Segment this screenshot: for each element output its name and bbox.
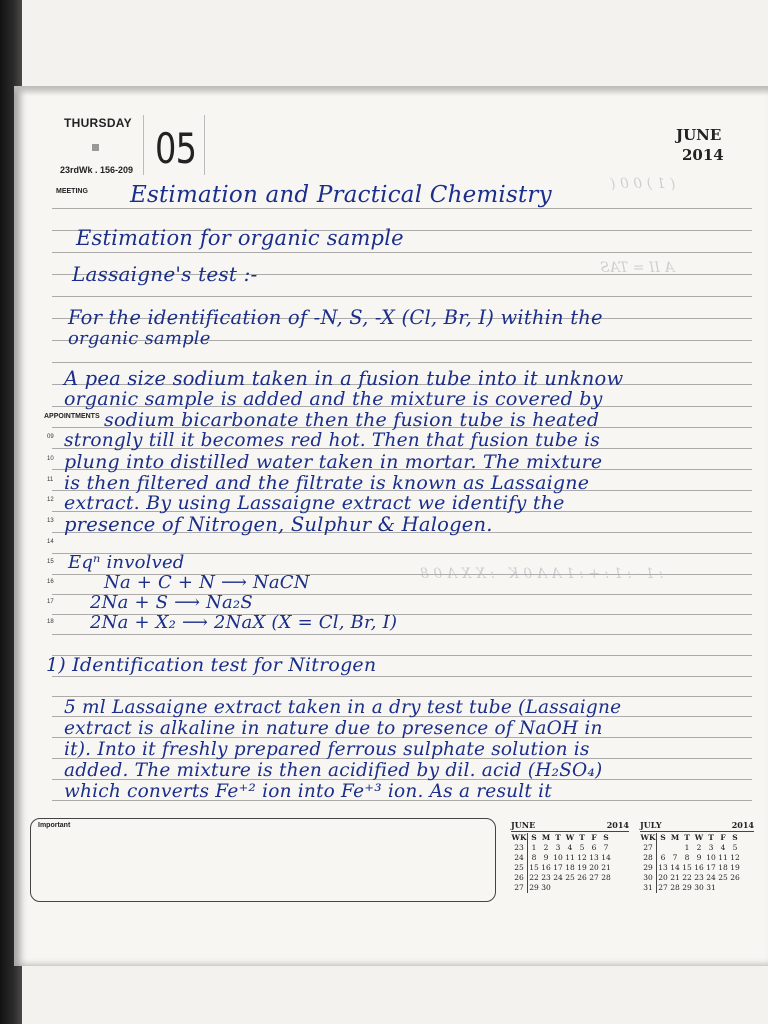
- handwritten-line: organic sample is added and the mixture is covered by: [64, 388, 603, 410]
- subheading: Lassaigne's test :-: [72, 262, 258, 286]
- week-label: 23rdWk . 156-209: [60, 165, 134, 175]
- handwritten-line: organic sample: [68, 328, 211, 349]
- handwritten-line: strongly till it becomes red hot. Then that fusion tube is: [64, 430, 600, 451]
- calendar-cell: 27: [511, 883, 528, 893]
- calendar-cell: T: [708, 833, 714, 842]
- day-marker: [92, 144, 99, 151]
- calendar-cell: 5: [579, 843, 585, 852]
- calendar-cell: [588, 883, 600, 893]
- calendar-cell: 25: [511, 863, 528, 873]
- calendar-cell: 3: [708, 843, 714, 852]
- ruled-line: [52, 296, 752, 297]
- handwritten-line: added. The mixture is then acidified by dil. acid (H₂SO₄): [64, 760, 603, 781]
- calendar-cell: 9: [543, 853, 549, 862]
- calendar-cell: T: [579, 833, 585, 842]
- calendar-cell: [657, 843, 670, 853]
- handwritten-line: For the identification of -N, S, -X (Cl, Br, I) within the: [68, 306, 603, 329]
- ruled-line: [52, 252, 752, 253]
- calendar-cell: 24: [511, 853, 528, 863]
- calendar-month: JUNE: [511, 820, 536, 830]
- calendar-cell: 25: [718, 873, 728, 882]
- calendar-cell: 30: [541, 883, 551, 892]
- hour-label: 14: [47, 539, 54, 545]
- calendar-cell: 27: [589, 873, 599, 882]
- calendar-cell: 31: [640, 883, 657, 893]
- calendar-cell: W: [565, 833, 575, 842]
- calendar-cell: 19: [730, 863, 740, 872]
- calendar-week-row: [640, 853, 741, 863]
- calendar-cell: 17: [706, 863, 716, 872]
- calendar-cell: 10: [553, 853, 563, 862]
- month-label: JUNE: [676, 126, 722, 144]
- handwritten-line: presence of Nitrogen, Sulphur & Halogen.: [64, 513, 493, 536]
- calendar-cell: 2: [543, 843, 549, 852]
- bleed-through-mark: ( 1 ) 0 0 (: [610, 176, 676, 192]
- handwritten-line: extract is alkaline in nature due to presence of NaOH in: [64, 718, 603, 739]
- calendar-cell: [600, 883, 612, 893]
- calendar-cell: 3: [555, 843, 561, 852]
- year-label: 2014: [682, 146, 724, 164]
- calendar-cell: 6: [660, 853, 666, 862]
- calendar-cell: S: [603, 833, 609, 842]
- calendar-week-row: [640, 863, 741, 873]
- calendar-year: 2014: [606, 820, 629, 830]
- calendar-cell: 12: [577, 853, 587, 862]
- calendar-cell: 13: [589, 853, 599, 862]
- calendar-cell: 12: [730, 853, 740, 862]
- calendar-cell: 23: [694, 873, 704, 882]
- handwritten-line: which converts Fe⁺² ion into Fe⁺³ ion. As a result it: [64, 781, 552, 802]
- calendar-cell: 29: [529, 883, 539, 892]
- equation: Na + C + N ⟶ NaCN: [104, 572, 310, 593]
- calendar-cell: 1: [531, 843, 537, 852]
- calendar-cell: [552, 883, 564, 893]
- calendar-cell: [717, 883, 729, 893]
- calendar-cell: 28: [640, 853, 657, 863]
- calendar-cell: 25: [565, 873, 575, 882]
- calendar-cell: 9: [696, 853, 702, 862]
- handwritten-line: A pea size sodium taken in a fusion tube into it unknow: [64, 367, 624, 390]
- calendar-cell: 10: [706, 853, 716, 862]
- ruled-line: [52, 676, 752, 677]
- calendar-cell: 21: [601, 863, 611, 872]
- calendar-cell: 6: [591, 843, 597, 852]
- calendar-cell: 30: [640, 873, 657, 883]
- calendar-cell: 29: [640, 863, 657, 873]
- bleed-through-mark: A II = TAS: [600, 260, 675, 276]
- date-number: 05: [155, 124, 197, 173]
- heading-title: Estimation and Practical Chemistry: [130, 182, 552, 208]
- calendar-cell: 7: [672, 853, 678, 862]
- calendar-header-row: [640, 833, 741, 843]
- hour-label: 18: [47, 619, 54, 625]
- bleed-through-mark: : 1 - : 1 : + : 1 A A 0 K - : X X A 0 8: [420, 566, 664, 582]
- calendar-cell: 4: [567, 843, 573, 852]
- calendar-week-row: [640, 843, 741, 853]
- calendar-cell: 26: [730, 873, 740, 882]
- calendar-cell: T: [555, 833, 561, 842]
- calendar-cell: F: [720, 833, 726, 842]
- handwritten-line: is then filtered and the filtrate is known as Lassaigne: [64, 472, 590, 494]
- calendar-cell: 23: [511, 843, 528, 853]
- appointments-label: APPOINTMENTS: [44, 413, 100, 420]
- hour-label: 15: [47, 559, 54, 565]
- equation: 2Na + X₂ ⟶ 2NaX (X = Cl, Br, I): [90, 612, 398, 633]
- calendar-cell: 14: [670, 863, 680, 872]
- calendar-week-row: [511, 853, 612, 863]
- calendar-cell: 14: [601, 853, 611, 862]
- calendar-cell: 5: [732, 843, 738, 852]
- calendar-cell: 13: [658, 863, 668, 872]
- calendar-cell: 11: [718, 853, 728, 862]
- equation-heading: Eqⁿ involved: [68, 552, 185, 573]
- calendar-cell: 15: [682, 863, 692, 872]
- calendar-cell: 22: [682, 873, 692, 882]
- calendar-cell: 7: [603, 843, 609, 852]
- calendar-cell: 20: [589, 863, 599, 872]
- calendar-cell: 27: [658, 883, 668, 892]
- calendar-cell: 28: [601, 873, 611, 882]
- calendar-week-row: [511, 863, 612, 873]
- calendar-week-row: [640, 873, 741, 883]
- calendar-cell: 29: [682, 883, 692, 892]
- calendar-cell: 2: [696, 843, 702, 852]
- calendar-cell: 15: [529, 863, 539, 872]
- calendar-cell: 1: [684, 843, 690, 852]
- calendar-grid: [640, 833, 741, 893]
- handwritten-line: 5 ml Lassaigne extract taken in a dry test tube (Lassaigne: [64, 697, 622, 718]
- calendar-june: [511, 820, 629, 893]
- calendar-cell: 17: [553, 863, 563, 872]
- calendar-cell: 30: [694, 883, 704, 892]
- calendar-cell: 26: [511, 873, 528, 883]
- calendar-cell: [729, 883, 741, 893]
- calendar-cell: T: [684, 833, 690, 842]
- calendar-cell: WK: [511, 833, 527, 842]
- calendar-cell: 21: [670, 873, 680, 882]
- calendar-cell: [576, 883, 588, 893]
- calendar-cell: 23: [541, 873, 551, 882]
- hour-label: 12: [47, 497, 54, 503]
- hour-label: 09: [47, 434, 54, 440]
- subheading: Estimation for organic sample: [76, 226, 404, 250]
- calendar-cell: F: [591, 833, 597, 842]
- handwritten-line: sodium bicarbonate then the fusion tube is heated: [104, 409, 600, 431]
- meeting-label: MEETING: [56, 188, 88, 195]
- ruled-line: [52, 634, 752, 635]
- calendar-cell: 16: [541, 863, 551, 872]
- calendar-cell: S: [732, 833, 738, 842]
- calendar-cell: 16: [694, 863, 704, 872]
- calendar-cell: 24: [706, 873, 716, 882]
- calendar-cell: 27: [640, 843, 657, 853]
- calendar-cell: 20: [658, 873, 668, 882]
- important-label: Important: [38, 822, 71, 829]
- calendar-year: 2014: [731, 820, 754, 830]
- calendar-week-row: [511, 843, 612, 853]
- calendar-july: [640, 820, 754, 893]
- calendar-cell: 4: [720, 843, 726, 852]
- subheading: 1) Identification test for Nitrogen: [46, 654, 377, 676]
- handwritten-line: extract. By using Lassaigne extract we identify the: [64, 492, 565, 514]
- calendar-cell: WK: [640, 833, 656, 842]
- calendar-header-row: [511, 833, 612, 843]
- equation: 2Na + S ⟶ Na₂S: [90, 592, 253, 613]
- calendar-cell: 24: [553, 873, 563, 882]
- calendar-cell: [669, 843, 681, 853]
- calendar-cell: W: [694, 833, 704, 842]
- day-label: THURSDAY: [64, 116, 132, 130]
- calendar-cell: 28: [670, 883, 680, 892]
- calendar-cell: S: [531, 833, 537, 842]
- calendar-cell: [564, 883, 576, 893]
- calendar-week-row: [640, 883, 741, 893]
- calendar-cell: 26: [577, 873, 587, 882]
- hour-label: 17: [47, 599, 54, 605]
- ruled-line: [52, 362, 752, 363]
- calendar-cell: 8: [684, 853, 690, 862]
- calendar-week-row: [511, 883, 612, 893]
- hour-label: 11: [47, 477, 54, 483]
- handwritten-line: it). Into it freshly prepared ferrous sulphate solution is: [64, 739, 590, 760]
- calendar-cell: 31: [706, 883, 716, 892]
- calendar-cell: S: [660, 833, 666, 842]
- hour-label: 10: [47, 456, 54, 462]
- calendar-grid: [511, 833, 612, 893]
- calendar-cell: 18: [565, 863, 575, 872]
- calendar-cell: 11: [565, 853, 575, 862]
- hour-label: 13: [47, 518, 54, 524]
- important-box: [30, 818, 496, 902]
- ruled-line: [52, 208, 752, 209]
- calendar-cell: 19: [577, 863, 587, 872]
- page-top-shadow: [14, 86, 768, 96]
- calendar-cell: 18: [718, 863, 728, 872]
- handwritten-line: plung into distilled water taken in mortar. The mixture: [64, 451, 603, 473]
- calendar-month: JULY: [640, 820, 662, 830]
- calendar-week-row: [511, 873, 612, 883]
- calendar-cell: M: [670, 833, 680, 842]
- calendar-cell: 8: [531, 853, 537, 862]
- hour-label: 16: [47, 579, 54, 585]
- calendar-cell: 22: [529, 873, 539, 882]
- calendar-cell: M: [541, 833, 551, 842]
